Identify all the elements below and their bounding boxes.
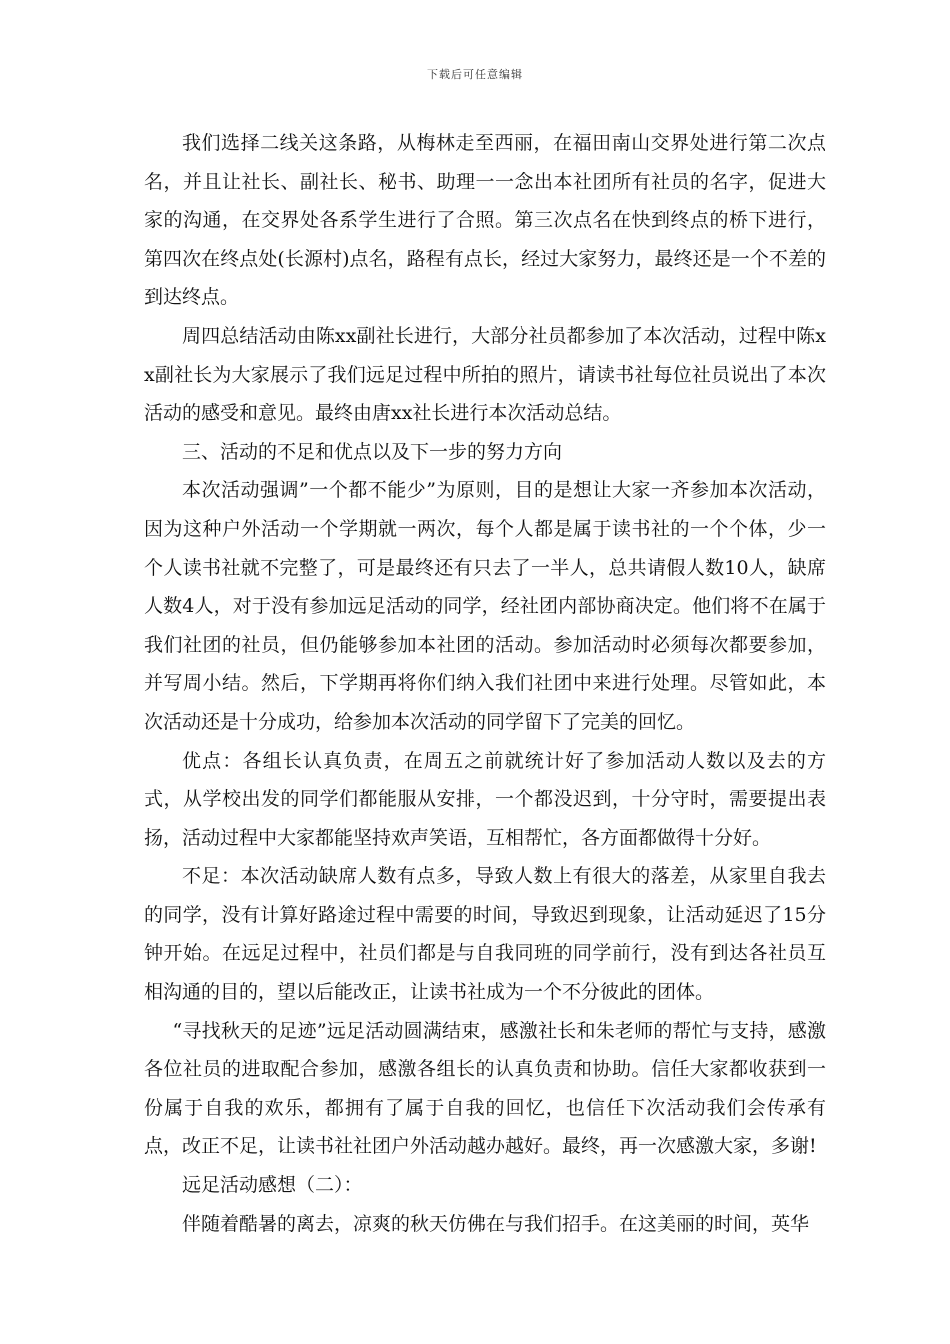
page-header-note: 下载后可任意编辑	[427, 68, 523, 81]
paragraph-autumn-intro: 伴随着酷暑的离去，凉爽的秋天仿佛在与我们招手。在这美丽的时间，英华	[182, 1212, 810, 1235]
section-heading-part-2: 远足活动感想（二）：	[182, 1174, 363, 1197]
paragraph-thursday-summary: 周四总结活动由陈xx副社长进行，大部分社员都参加了本次活动，过程中陈xx副社长为大家展示了我们远足过程中所拍的照片，请读书社每位社员说出了本次活动的感受和意见。最终由唐xx社长进行本次活动总结。	[144, 324, 826, 425]
paragraph-conclusion: “寻找秋天的足迹”远足活动圆满结束，感激社长和朱老师的帮忙与支持，感激各位社员的进取配合参加，感激各组长的认真负责和协助。信任大家都收获到一份属于自我的欢乐，都拥有了属于自我的回忆，也信任下次活动我们会传承有点，改正不足，让读书社社团户外活动越办越好。最终，再一次感激大家，多谢!	[144, 1019, 826, 1158]
section-heading-3: 三、活动的不足和优点以及下一步的努力方向	[182, 440, 563, 463]
paragraph-strengths: 优点：各组长认真负责，在周五之前就统计好了参加活动人数以及去的方式，从学校出发的同学们都能服从安排，一个都没迟到，十分守时，需要提出表扬，活动过程中大家都能坚持欢声笑语，互相帮忙，各方面都做得十分好。	[144, 749, 826, 849]
document-body	[144, 124, 826, 1243]
paragraph-attendance: 本次活动强调”一个都不能少”为原则，目的是想让大家一齐参加本次活动，因为这种户外活动一个学期就一两次，每个人都是属于读书社的一个个体，少一个人读书社就不完整了，可是最终还有只去了一半人，总共请假人数10人，缺席人数4人，对于没有参加远足活动的同学，经社团内部协商决定。他们将不在属于我们社团的社员，但仍能够参加本社团的活动。参加活动时必须每次都要参加，并写周小结。然后，下学期再将你们纳入我们社团中来进行处理。尽管如此，本次活动还是十分成功，给参加本次活动的同学留下了完美的回忆。	[144, 479, 826, 733]
paragraph-weaknesses: 不足：本次活动缺席人数有点多，导致人数上有很大的落差，从家里自我去的同学，没有计算好路途过程中需要的时间，导致迟到现象，让活动延迟了15分钟开始。在远足过程中，社员们都是与自我同班的同学前行，没有到达各社员互相沟通的目的，望以后能改正，让读书社成为一个不分彼此的团体。	[144, 865, 826, 1004]
paragraph-route: 我们选择二线关这条路，从梅林走至西丽，在福田南山交界处进行第二次点名，并且让社长、副社长、秘书、助理一一念出本社团所有社员的名字，促进大家的沟通，在交界处各系学生进行了合照。第三次点名在快到终点的桥下进行，第四次在终点处(长源村)点名，路程有点长，经过大家努力，最终还是一个不差的到达终点。	[144, 132, 826, 309]
